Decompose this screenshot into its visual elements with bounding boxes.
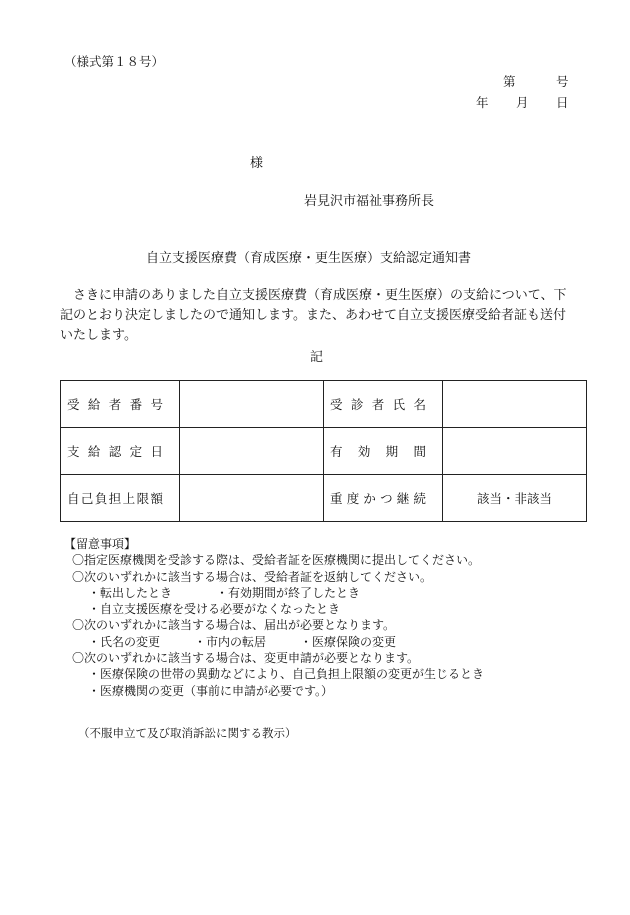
certification-date-value (180, 428, 324, 475)
appeal-notice: （不服申立て及び取消訴訟に関する教示） (78, 726, 297, 740)
addressee-honorific: 様 (250, 156, 264, 171)
doc-number-prefix: 第 (503, 74, 516, 89)
patient-name-label: 受診者氏名 (324, 381, 443, 428)
table-row (61, 475, 587, 522)
note-subitem: ・氏名の変更 ・市内の転居 ・医療保険の変更 (88, 634, 397, 649)
ki-marker: 記 (310, 350, 324, 365)
note-subitem: ・医療機関の変更（事前に申請が必要です。） (88, 683, 334, 698)
recipient-number-label: 受給者番号 (61, 381, 180, 428)
note-subitem: ・医療保険の世帯の異動などにより、自己負担上限額の変更が生じるとき (88, 667, 485, 682)
issuer-name: 岩見沢市福祉事務所長 (304, 194, 435, 209)
date-year: 年 (476, 95, 489, 110)
document-title: 自立支援医療費（育成医療・更生医療）支給認定通知書 (146, 251, 472, 266)
date-day: 日 (556, 95, 569, 110)
valid-period-value (443, 428, 587, 475)
form-number: （様式第１８号） (64, 54, 165, 69)
recipient-number-value (180, 381, 324, 428)
notes-heading: 【留意事項】 (64, 537, 137, 551)
table-row (61, 381, 587, 428)
patient-name-value (443, 381, 587, 428)
valid-period-label: 有効期間 (324, 428, 443, 475)
severe-continuous-value: 該当・非該当 (443, 475, 587, 522)
note-item: 〇指定医療機関を受診する際は、受給者証を医療機関に提出してください。 (72, 553, 481, 568)
note-item: 〇次のいずれかに該当する場合は、届出が必要となります。 (72, 618, 396, 633)
certification-table (60, 380, 587, 522)
note-item: 〇次のいずれかに該当する場合は、変更申請が必要となります。 (72, 651, 420, 666)
copay-limit-label: 自己負担上限額 (61, 475, 180, 522)
notes-section (64, 536, 484, 699)
date-month: 月 (516, 95, 529, 110)
certification-date-label: 支給認定日 (61, 428, 180, 475)
note-subitem: ・自立支援医療を受ける必要がなくなったとき (88, 602, 341, 617)
note-item: 〇次のいずれかに該当する場合は、受給者証を返納してください。 (72, 569, 433, 584)
copay-limit-value (180, 475, 324, 522)
doc-number-suffix: 号 (556, 74, 569, 89)
body-text: さきに申請のありました自立支援医療費（育成医療・更生医療）の支給について、下記のとおり決定しましたので通知します。また、あわせて自立支援医療受給者証も送付いたします。 (60, 288, 567, 343)
note-subitem: ・転出したとき ・有効期間が終了したとき (88, 585, 361, 600)
table-row (61, 428, 587, 475)
severe-continuous-label: 重度かつ継続 (324, 475, 443, 522)
